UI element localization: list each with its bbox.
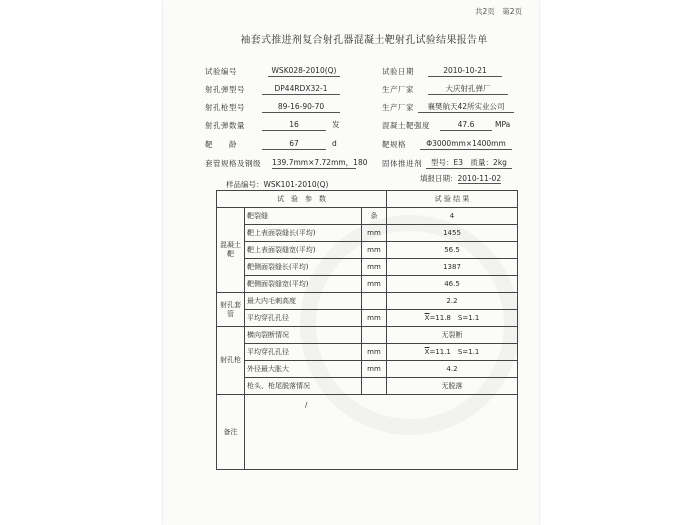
- param-name: 平均穿孔孔径: [245, 344, 362, 361]
- param-unit: mm: [362, 344, 387, 361]
- report-title: 袖套式推进剂复合射孔器混凝土靶射孔试验结果报告单: [240, 35, 488, 46]
- results-header: 试 验 结 果: [387, 191, 518, 208]
- param-unit: mm: [362, 259, 387, 276]
- param-name: 外径最大胀大: [245, 361, 362, 378]
- param-unit: [362, 327, 387, 344]
- param-value: 1455: [387, 225, 518, 242]
- table-row: [217, 276, 518, 293]
- sample-no-value: WSK101-2010(Q): [263, 180, 329, 189]
- propellant-value: 型号：E3 质量：2kg: [426, 158, 512, 169]
- casing-value: 139.7mm×7.72mm，180: [272, 158, 368, 167]
- notes-value: /: [245, 395, 518, 470]
- gun-type-value: 89-16-90-70: [262, 102, 340, 113]
- param-unit: mm: [362, 361, 387, 378]
- table-header: [217, 191, 518, 208]
- param-unit: 条: [362, 208, 387, 225]
- param-unit: [362, 293, 387, 310]
- params-header: 试 验 参 数: [217, 191, 387, 208]
- param-unit: mm: [362, 310, 387, 327]
- fill-date: [420, 174, 501, 184]
- gun-type-label: 射孔枪型号: [205, 103, 245, 112]
- fill-date-value: 2010-11-02: [457, 174, 502, 183]
- age-value: 67: [262, 139, 326, 150]
- param-unit: mm: [362, 276, 387, 293]
- table-row: [217, 242, 518, 259]
- gun-maker-value: 襄樊航天42所实业公司: [418, 102, 514, 113]
- param-name: 靶上表面裂缝宽(平均): [245, 242, 362, 259]
- table-row: [217, 361, 518, 378]
- stat-value: =11.8 S=1.1: [429, 313, 480, 322]
- param-name: 横向裂断情况: [245, 327, 362, 344]
- table-row: [217, 310, 518, 327]
- xbar-symbol: $\overline{X}$: [424, 313, 430, 322]
- age-unit: d: [332, 139, 337, 148]
- test-date-label: 试验日期: [382, 67, 414, 76]
- param-name: 靶上表面裂缝长(平均): [245, 225, 362, 242]
- param-unit: mm: [362, 242, 387, 259]
- param-value: 56.5: [387, 242, 518, 259]
- table-row: [217, 293, 518, 310]
- group-gun: 射孔枪: [217, 327, 245, 395]
- param-name: 靶侧面裂缝宽(平均): [245, 276, 362, 293]
- test-no-value: WSK028-2010(Q): [268, 66, 340, 77]
- bullet-type-value: DP44RDX32-1: [262, 84, 340, 95]
- table-row: [217, 344, 518, 361]
- concrete-label: 混凝土靶强度: [382, 121, 430, 130]
- table-row: [217, 378, 518, 395]
- param-value: 4: [387, 208, 518, 225]
- propellant-label: 固体推进剂: [382, 159, 422, 168]
- param-value: 无裂断: [387, 327, 518, 344]
- fill-date-label: 填报日期：: [420, 174, 458, 183]
- param-value: [387, 310, 518, 327]
- age-label: 靶 龄: [205, 140, 237, 149]
- bullet-type-label: 射孔弹型号: [205, 85, 245, 94]
- param-value: [387, 344, 518, 361]
- stat-value: =11.1 S=1.1: [429, 347, 480, 356]
- sample-no: [226, 180, 328, 190]
- bullet-maker-value: 大庆射孔弹厂: [428, 84, 508, 95]
- param-name: 枪头、枪尾脱落情况: [245, 378, 362, 395]
- casing-label: 套管规格及钢级: [205, 159, 261, 168]
- table-row: [217, 259, 518, 276]
- param-value: 4.2: [387, 361, 518, 378]
- bullet-count-unit: 发: [332, 120, 340, 129]
- target-spec-label: 靶规格: [382, 140, 406, 149]
- test-date-value: 2010-10-21: [428, 66, 502, 77]
- bullet-count-value: 16: [262, 120, 326, 131]
- table-row: [217, 225, 518, 242]
- results-table: [216, 190, 518, 470]
- notes-row: [217, 395, 518, 470]
- table-row: [217, 208, 518, 225]
- param-name: 平均穿孔孔径: [245, 310, 362, 327]
- param-unit: mm: [362, 225, 387, 242]
- group-casing: 射孔套管: [217, 293, 245, 327]
- param-value: 无脱落: [387, 378, 518, 395]
- notes-label: 备注: [217, 395, 245, 470]
- param-name: 最大内毛刺高度: [245, 293, 362, 310]
- page-number: 共2页 第2页: [475, 7, 523, 16]
- gun-maker-label: 生产厂家: [382, 103, 414, 112]
- bullet-maker-label: 生产厂家: [382, 85, 414, 94]
- concrete-value: 47.6: [440, 120, 492, 131]
- param-unit: [362, 378, 387, 395]
- param-value: 2.2: [387, 293, 518, 310]
- test-no-label: 试验编号: [205, 67, 237, 76]
- param-name: 靶侧面裂缝长(平均): [245, 259, 362, 276]
- group-concrete: 混凝土靶: [217, 208, 245, 293]
- param-value: 1387: [387, 259, 518, 276]
- sample-no-label: 样品编号：: [226, 180, 264, 189]
- table-row: [217, 327, 518, 344]
- concrete-unit: MPa: [495, 120, 511, 129]
- xbar-symbol: $\overline{X}$: [424, 347, 430, 356]
- target-spec-value: Φ3000mm×1400mm: [420, 139, 512, 150]
- param-name: 靶裂缝: [245, 208, 362, 225]
- param-value: 46.5: [387, 276, 518, 293]
- bullet-count-label: 射孔弹数量: [205, 121, 245, 130]
